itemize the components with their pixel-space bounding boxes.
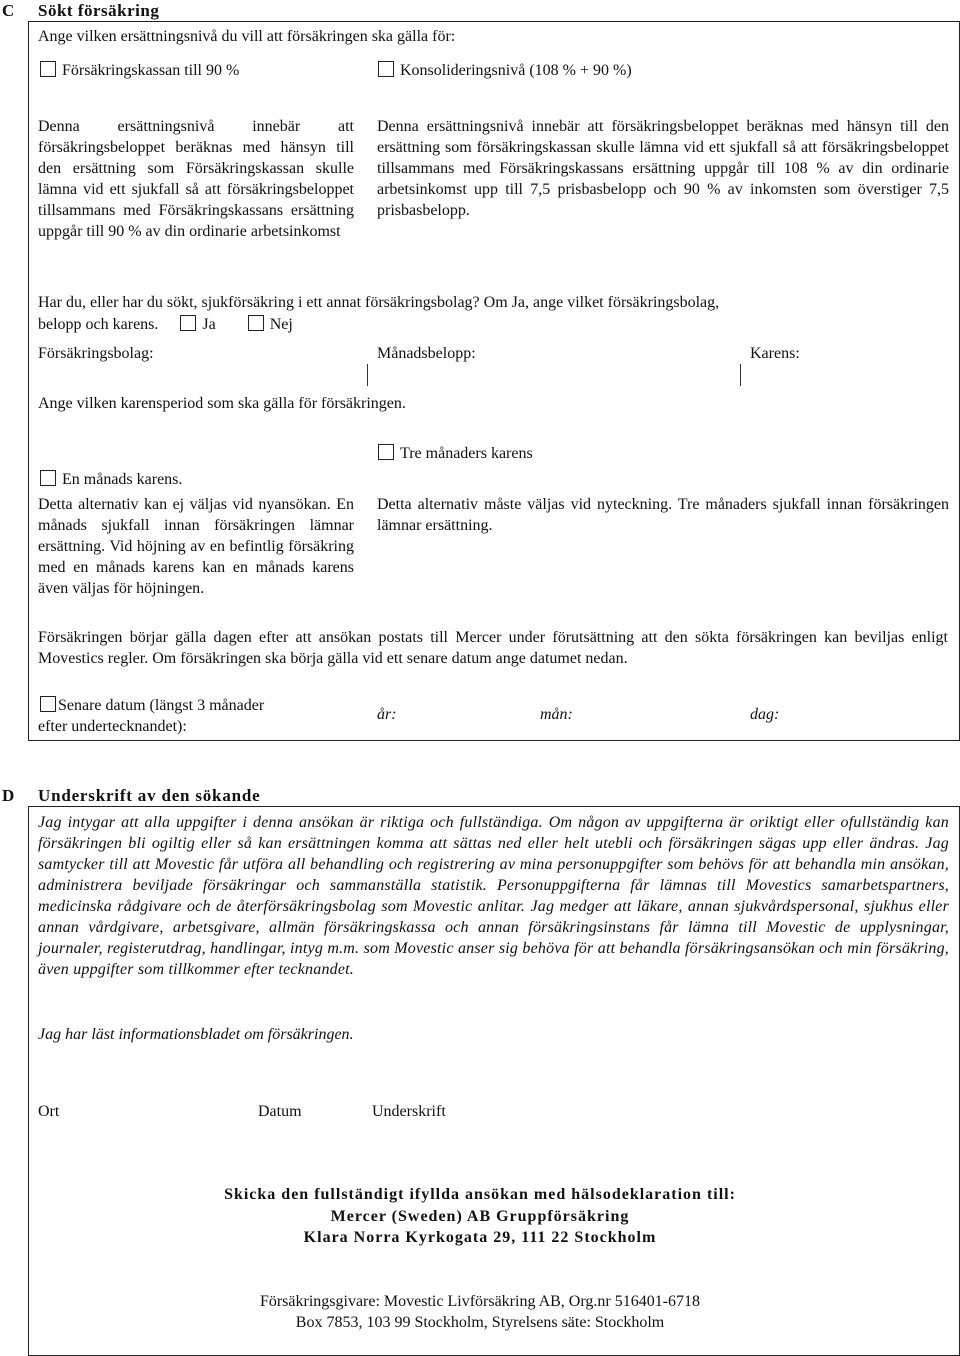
col-karens-label: Karens: xyxy=(750,345,800,362)
option-fk-label: Försäkringskassan till 90 % xyxy=(62,62,240,79)
col-belopp-label: Månadsbelopp: xyxy=(377,345,476,362)
opt-en-manad[interactable] xyxy=(40,470,182,489)
insurer-line-2: Box 7853, 103 99 Stockholm, Styrelsens säte: Stockholm xyxy=(295,1314,665,1331)
checkbox-senare-datum[interactable] xyxy=(40,696,56,712)
declaration: Jag intygar att alla uppgifter i denna ansökan är riktiga och fullständiga. Om någon av uppgifterna är oriktigt eller ofullständig kan försäkringen bli ogiltig eller så kan ersättningen komma att sättas ned eller helt utebli och försäkringen sägas upp eller ändras. Jag samtycker till att Movestic får utföra all behandling och registrering av mina personuppgifter som behövs för att behandla min ansökan, administrera beviljade försäkringar och sammanställa statistik. Personuppgifterna får lämnas till Movestics samarbetspartners, medicinska rådgivare och de återförsäkringsbolag som Movestic anlitar. Jag medger att läkare, annan sjukvårdspersonal, sjukhus eller annan vårdgivare, arbetsgivare, allmän försäkringskassa och annan försäkringsinstans får lämna till Movestic de upplysningar, journaler, registerutdrag, handlingar, intyg m.m. som Movestic anser sig behöva för att behandla försäkringsansökan och min försäkring, även uppgifter som tillkommer efter tecknandet. xyxy=(38,814,949,978)
read-info: Jag har läst informationsbladet om försäkringen. xyxy=(38,1026,354,1043)
nej-label: Nej xyxy=(269,316,293,333)
option-konsol[interactable] xyxy=(378,61,632,80)
desc-konsol: Denna ersättningsnivå innebär att försäkringsbeloppet beräknas med hänsyn till den ersättning som försäkringskassan skulle lämna vid ett sjukfall så att försäkringsbeloppet tillsammans med Försäkringskassans ersättning uppgår till 108 % av din ordinarie arbetsinkomst upp till 7,5 prisbasbelopp och 90 % av inkomsten som överstiger 7,5 prisbasbelopp. xyxy=(377,118,949,219)
insurer-line-1: Försäkringsgivare: Movestic Livförsäkring AB, Org.nr 516401-6718 xyxy=(259,1293,701,1310)
senare-label-2: efter undertecknandet): xyxy=(38,718,187,735)
ort-label: Ort xyxy=(38,1103,60,1120)
underskrift-label: Underskrift xyxy=(372,1103,446,1120)
man-label: mån: xyxy=(540,706,573,723)
checkbox-konsol[interactable] xyxy=(378,61,394,77)
desc-tre-manader: Detta alternativ måste väljas vid nyteckning. Tre månaders sjukfall innan försäkringen lämnar ersättning. xyxy=(377,496,949,534)
opt-tre-manader-label: Tre månaders karens xyxy=(400,445,533,462)
section-d-title: Underskrift av den sökande xyxy=(38,786,261,805)
other-insurance-q2 xyxy=(38,315,293,334)
level-intro: Ange vilken ersättningsnivå du vill att försäkringen ska gälla för: xyxy=(38,28,456,45)
other-insurance-q1: Har du, eller har du sökt, sjukförsäkring i ett annat försäkringsbolag? Om Ja, ange vilket försäkringsbolag, xyxy=(38,294,720,311)
checkbox-ja[interactable] xyxy=(180,315,196,331)
karens-intro: Ange vilken karensperiod som ska gälla för försäkringen. xyxy=(38,395,406,412)
datum-label: Datum xyxy=(258,1103,302,1120)
send-line-1: Skicka den fullständigt ifyllda ansökan med hälsodeklaration till: xyxy=(224,1186,736,1203)
nej-option[interactable] xyxy=(248,316,293,333)
option-konsol-label: Konsolideringsnivå (108 % + 90 %) xyxy=(400,62,632,79)
checkbox-tre-manader[interactable] xyxy=(378,444,394,460)
opt-tre-manader[interactable] xyxy=(378,444,533,463)
checkbox-fk[interactable] xyxy=(40,61,56,77)
section-c-letter: C xyxy=(2,1,15,20)
dag-label: dag: xyxy=(750,706,780,723)
senare-datum-option[interactable] xyxy=(40,695,264,737)
other-insurance-q2-text: belopp och karens. xyxy=(38,316,159,333)
field-divider-2 xyxy=(740,364,741,386)
ar-label: år: xyxy=(377,706,397,723)
ja-option[interactable] xyxy=(180,316,215,333)
field-divider-1 xyxy=(367,364,368,386)
section-d-letter: D xyxy=(2,786,15,805)
opt-en-manad-label: En månads karens. xyxy=(62,471,183,488)
desc-en-manad: Detta alternativ kan ej väljas vid nyansökan. En månads sjukfall innan försäkringen lämnar ersättning. Vid höjning av en befintlig försäkring med en månads karens kan en månads karens även väljas för höjningen. xyxy=(38,496,354,597)
checkbox-nej[interactable] xyxy=(248,315,264,331)
checkbox-en-manad[interactable] xyxy=(40,470,56,486)
desc-fk: Denna ersättningsnivå innebär att försäkringsbeloppet beräknas med hänsyn till den ersättning som Försäkringskassan skulle lämna vid ett sjukfall så att försäkringsbeloppet tillsammans med Försäkringskassans ersättning uppgår till 90 % av din ordinarie arbetsinkomst xyxy=(38,118,354,240)
start-text: Försäkringen börjar gälla dagen efter att ansökan postats till Mercer under förutsättning att den sökta försäkringen kan beviljas enligt Movestics regler. Om försäkringen ska börja gälla vid ett senare datum ange datumet nedan. xyxy=(38,629,948,667)
section-c-title: Sökt försäkring xyxy=(38,1,160,20)
senare-label-1: Senare datum (längst 3 månader xyxy=(58,697,265,714)
col-bolag-label: Försäkringsbolag: xyxy=(38,345,154,362)
send-line-2: Mercer (Sweden) AB Gruppförsäkring xyxy=(330,1208,630,1225)
ja-label: Ja xyxy=(202,316,216,333)
send-line-3: Klara Norra Kyrkogata 29, 111 22 Stockholm xyxy=(303,1229,657,1246)
option-fk[interactable] xyxy=(40,61,239,80)
